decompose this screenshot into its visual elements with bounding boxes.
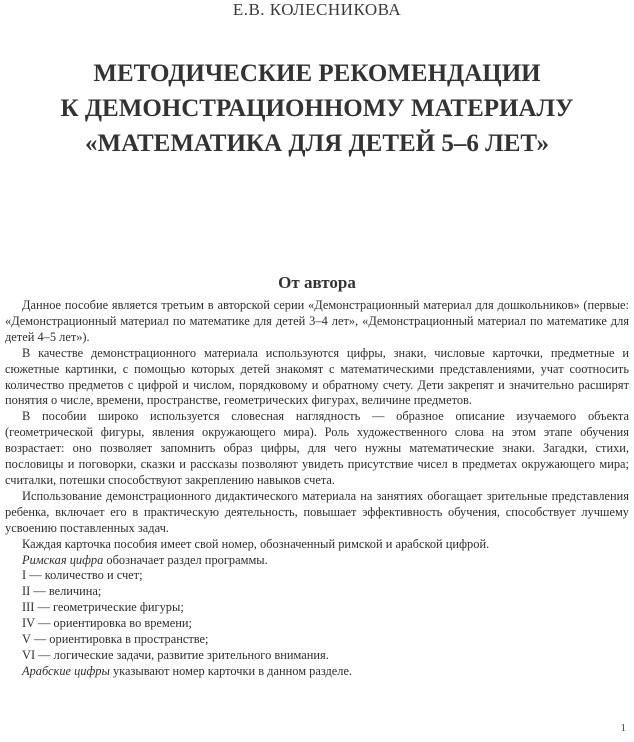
title-line-2: К ДЕМОНСТРАЦИОННОМУ МАТЕРИАЛУ [60,95,574,122]
page-number: 1 [620,722,626,734]
list-item: III — геометрические фигуры; [22,600,184,615]
list-item: VI — логические задачи, развитие зрительного внимания. [22,647,329,662]
list-item: V — ориентировка в пространстве; [22,632,209,647]
paragraph-2: В качестве демонстрационного материала используются цифры, знаки, числовые карточки, предметные и сюжетные картинки, с помощью которых детей знакомят с математическими представлениями, учат соотносить количество предметов с цифрой и числом, порядковому и обратному счету. Дети закрепят и значительно расширят понятия о числе, времени, пространстве, геометрических фигурах, величине предметов. [5,345,629,408]
body-text [5,298,629,680]
arabic-numeral-note [5,664,629,680]
document-title [0,56,634,161]
title-line-1: МЕТОДИЧЕСКИЕ РЕКОМЕНДАЦИИ [93,60,541,87]
title-line-3: «МАТЕМАТИКА ДЛЯ ДЕТЕЙ 5–6 ЛЕТ» [85,130,549,157]
paragraph-1: Данное пособие является третьим в авторской серии «Демонстрационный материал для дошкольников» (первые: «Демонстрационный материал по математике для детей 3–4 лет», «Демонстрационный материал по математике для детей 4–5 лет»). [5,298,629,344]
section-heading: От автора [278,273,356,292]
author-name: Е.В. КОЛЕСНИКОВА [232,0,402,19]
paragraph-5: Каждая карточка пособия имеет свой номер, обозначенный римской и арабской цифрой. [22,536,490,551]
paragraph-3: В пособии широко используется словесная наглядность — образное описание изучаемого объекта (геометрической фигуры, явления окружающего мира). Роль художественного слова на этом этапе обучения возрастает: оно позволяет запомнить образ цифры, для чего нужны математические знаки. Загадки, стихи, пословицы и поговорки, сказки и рассказы позволяют увидеть присутствие чисел в предметах окружающего мира; считалки, потешки способствуют закреплению навыков счета. [5,409,629,487]
roman-numeral-note [5,553,629,569]
roman-note-text: обозначает раздел программы. [103,552,268,567]
paragraph-4: Использование демонстрационного дидактического материала на занятиях обогащает зрительные представления ребенка, включает его в практическую деятельность, повышает эффективность обучения, способствует лучшему усвоению поставленных задач. [5,488,629,535]
arabic-note-text: указывают номер карточки в данном разделе. [109,663,353,678]
list-item: II — величина; [22,584,102,599]
list-item: I — количество и счет; [22,568,143,583]
roman-term: Римская цифра [22,552,104,567]
arabic-term: Арабские цифры [22,663,110,678]
list-item: IV — ориентировка во времени; [22,616,192,631]
